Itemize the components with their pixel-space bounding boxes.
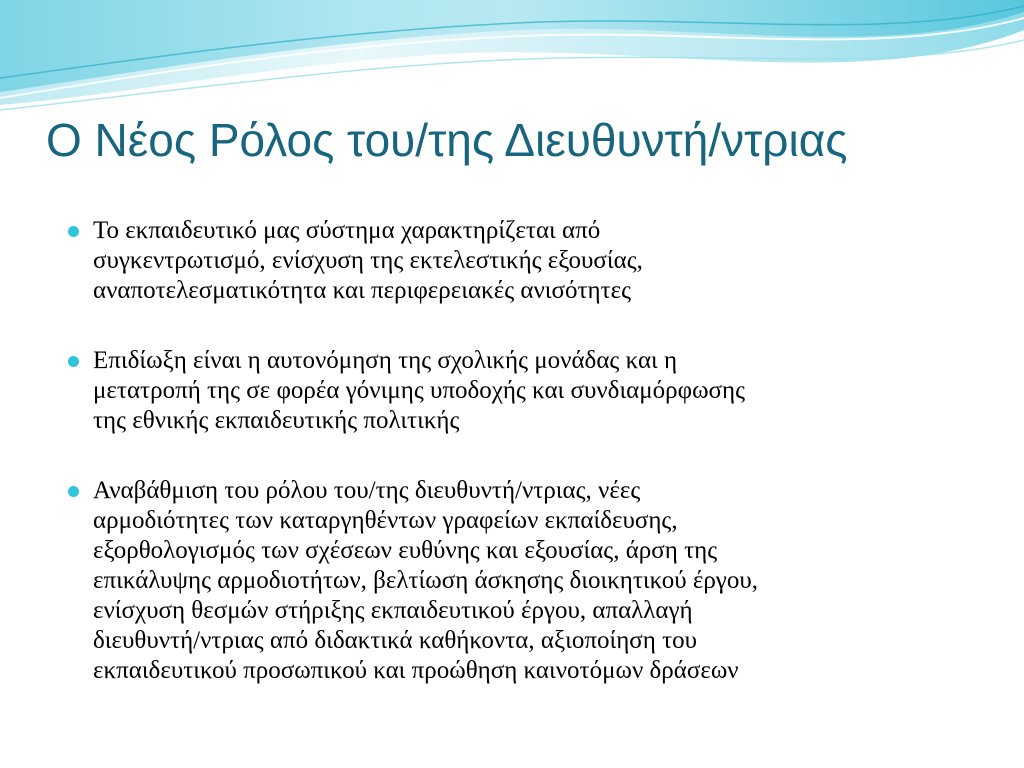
bullet-text-line: Το εκπαιδευτικό μας σύστημα χαρακτηρίζεται από (93, 217, 601, 244)
bullet-dot-icon (68, 486, 79, 497)
bullet-item (68, 346, 968, 436)
header-wave-decoration (0, 0, 1024, 120)
bullet-text-line: της εθνικής εκπαιδευτικής πολιτικής (93, 407, 460, 434)
bullet-text-line: αναποτελεσματικότητα και περιφερειακές ανισότητες (93, 277, 632, 304)
bullet-text-line: διευθυντή/ντριας από διδακτικά καθήκοντα, αξιοποίηση του (93, 627, 697, 654)
bullet-item (68, 216, 968, 306)
bullet-text-line: μετατροπή της σε φορέα γόνιμης υποδοχής και συνδιαμόρφωσης (93, 377, 745, 404)
bullet-text-line: εκπαιδευτικού προσωπικού και προώθηση καινοτόμων δράσεων (93, 657, 739, 684)
bullet-text-line: επικάλυψης αρμοδιοτήτων, βελτίωση άσκησης διοικητικού έργου, (93, 567, 758, 594)
bullet-text-line: εξορθολογισμός των σχέσεων ευθύνης και εξουσίας, άρση της (93, 537, 718, 564)
bullet-text-line: αρμοδιότητες των καταργηθέντων γραφείων εκπαίδευσης, (93, 507, 678, 534)
bullet-item (68, 476, 968, 686)
slide-title: Ο Νέος Ρόλος του/της Διευθυντή/ντριας (46, 114, 848, 166)
bullet-text-line: Αναβάθμιση του ρόλου του/της διευθυντή/ντριας, νέες (93, 477, 641, 504)
bullet-text-line: Επιδίωξη είναι η αυτονόμηση της σχολικής μονάδας και η (93, 347, 678, 374)
bullet-dot-icon (68, 226, 79, 237)
bullet-text-line: ενίσχυση θεσμών στήριξης εκπαιδευτικού έργου, απαλλαγή (93, 597, 693, 624)
bullet-list (68, 216, 968, 686)
bullet-text-line: συγκεντρωτισμό, ενίσχυση της εκτελεστικής εξουσίας, (93, 247, 643, 274)
bullet-dot-icon (68, 356, 79, 367)
